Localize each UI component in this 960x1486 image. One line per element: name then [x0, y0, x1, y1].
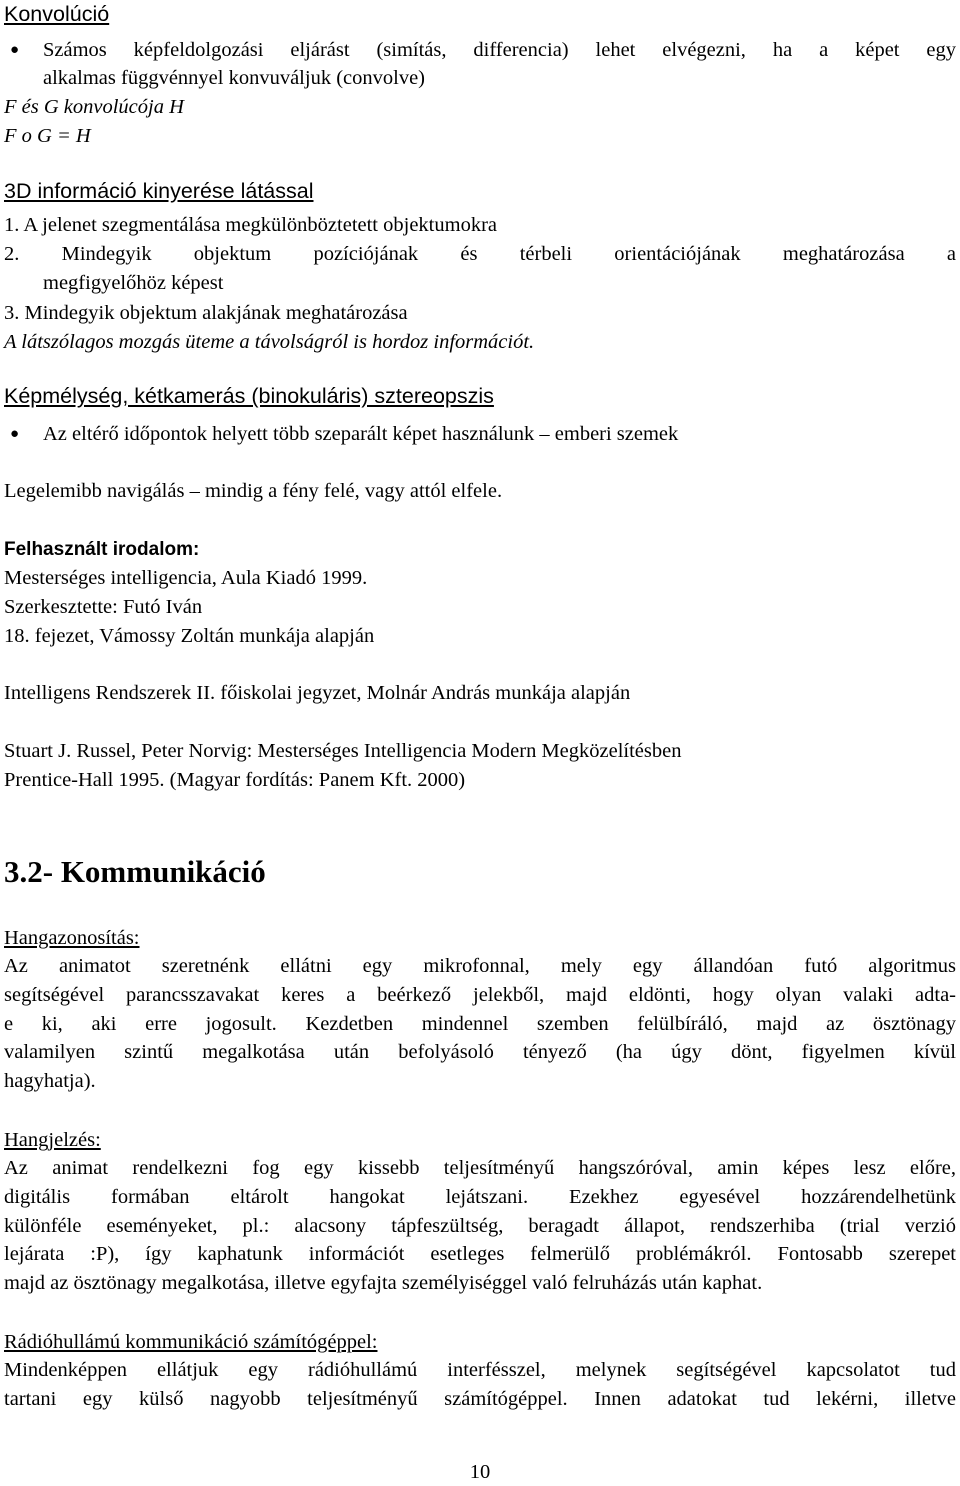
bullet-icon: ● [10, 42, 20, 58]
sound-signal-line: digitális formában eltárolt hangokat lejátszani. Ezekhez egyesével hozzárendelhetünk [4, 1186, 956, 1208]
speech-id-line: hagyhatja). [4, 1070, 96, 1092]
literature-ref3-line1: Stuart J. Russel, Peter Norvig: Mesterséges Intelligencia Modern Megközelítésben [4, 740, 682, 762]
sound-signal-line: különféle eseményeket, pl.: alacsony tápfeszültség, beragadt állapot, rendszerhiba (trial verzió [4, 1215, 956, 1237]
speech-id-line: segítségével parancsszavakat keres a beérkező jelekből, majd eldönti, hogy olyan valaki adta- [4, 984, 956, 1006]
vision3d-item2-line1: 2. Mindegyik objektum pozíciójának és térbeli orientációjának meghatározása a [4, 243, 956, 265]
literature-ref3-line2: Prentice-Hall 1995. (Magyar fordítás: Panem Kft. 2000) [4, 769, 466, 791]
speech-id-line: Az animatot szeretnénk ellátni egy mikrofonnal, mely egy állandóan futó algoritmus [4, 955, 956, 977]
depth-bullet: Az eltérő időpontok helyett több szeparált képet használunk – emberi szemek [43, 423, 679, 445]
speech-id-line: e ki, aki erre jogosult. Kezdetben mindennel szemben felülbíráló, majd az ösztönagy [4, 1013, 956, 1035]
communication-heading: 3.2- Kommunikáció [4, 854, 266, 889]
vision3d-heading: 3D információ kinyerése látással [4, 179, 314, 203]
literature-heading: Felhasznált irodalom: [4, 539, 200, 560]
convolution-bullet-line2: alkalmas függvénnyel konvuváljuk (convolve) [43, 67, 425, 89]
depth-navigation: Legelemibb navigálás – mindig a fény felé, vagy attól elfele. [4, 480, 503, 502]
convolution-bullet-line1: Számos képfeldolgozási eljárást (simítás, differencia) lehet elvégezni, ha a képet egy [43, 39, 956, 61]
sound-signal-title: Hangjelzés: [4, 1129, 101, 1151]
literature-ref2: Intelligens Rendszerek II. főiskolai jegyzet, Molnár András munkája alapján [4, 682, 631, 704]
literature-ref1-line3: 18. fejezet, Vámossy Zoltán munkája alapján [4, 625, 375, 647]
sound-signal-line: Az animat rendelkezni fog egy kissebb teljesítményű hangszóróval, amin képes lesz előre, [4, 1157, 956, 1179]
sound-signal-line: majd az ösztönagy megalkotása, illetve egyfajta személyiséggel való felruházás után kaphat. [4, 1272, 763, 1294]
sound-signal-line: lejárata :P), így kaphatunk információt esetleges felmerülő problémákról. Fontosabb szerepet [4, 1243, 956, 1265]
speech-id-line: valamilyen szintű megalkotása után befolyásoló tényező (ha úgy dönt, figyelmen kívül [4, 1041, 956, 1063]
literature-ref1-line1: Mesterséges intelligencia, Aula Kiadó 1999. [4, 567, 368, 589]
literature-ref1-line2: Szerkesztette: Futó Iván [4, 596, 203, 618]
convolution-formula1: F és G konvolúcója H [4, 96, 184, 118]
depth-heading: Képmélység, kétkamerás (binokuláris) sztereopszis [4, 384, 494, 408]
speech-id-title: Hangazonosítás: [4, 927, 140, 949]
radio-line: tartani egy külső nagyobb teljesítményű számítógéppel. Innen adatokat tud lekérni, illetve [4, 1388, 956, 1410]
radio-title: Rádióhullámú kommunikáció számítógéppel: [4, 1331, 378, 1353]
convolution-heading: Konvolúció [4, 2, 110, 26]
vision3d-note: A látszólagos mozgás üteme a távolságról is hordoz információt. [4, 331, 535, 353]
vision3d-item1: 1. A jelenet szegmentálása megkülönböztetett objektumokra [4, 214, 497, 236]
bullet-icon: ● [10, 426, 20, 442]
vision3d-item2-line2: megfigyelőhöz képest [43, 272, 224, 294]
radio-line: Mindenképpen ellátjuk egy rádióhullámú interfésszel, melynek segítségével kapcsolatot tud [4, 1359, 956, 1381]
vision3d-item3: 3. Mindegyik objektum alakjának meghatározása [4, 302, 408, 324]
convolution-formula2: F o G = H [4, 125, 91, 147]
page-number: 10 [469, 1461, 491, 1483]
